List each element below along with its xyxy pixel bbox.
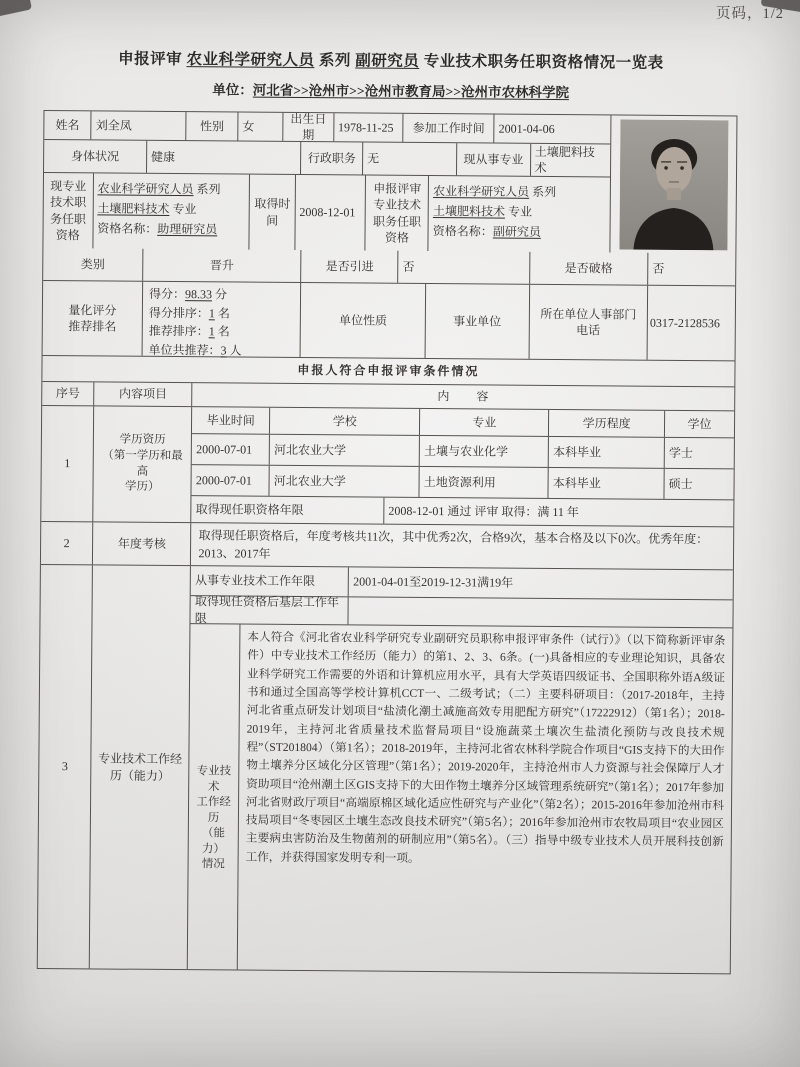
apply-major: 土壤肥料技术 [432, 203, 506, 219]
page-number: 页码，1/2 [715, 6, 784, 22]
item1-content [191, 407, 735, 526]
form-sheet [37, 46, 738, 974]
work-date-label: 参加工作时间 [402, 114, 493, 143]
experience-sub-label: 专业技术 工作经历 （能力） 情况 [196, 765, 232, 871]
qual-years-label: 取得现任职资格年限 [195, 502, 304, 517]
title-series-underlined: 农业科学研究人员 [186, 51, 315, 70]
current-name-prefix: 资格名称： [97, 221, 158, 236]
name-value: 刘全凤 [91, 111, 186, 140]
top-band [43, 111, 736, 253]
unit-type-value: 事业单位 [425, 284, 529, 359]
edu-col-degree: 学位 [664, 411, 734, 438]
grassroots-years-row [191, 595, 733, 627]
edu-degree: 硕士 [664, 469, 734, 500]
current-qual-name: 助理研究员 [157, 221, 218, 236]
edu-col-level: 学历程度 [548, 410, 664, 437]
profession-label: 现从事专业 [456, 143, 530, 176]
apply-qual-label: 申报评审专业技术职务任职资格 [365, 176, 428, 251]
score-line: 得分排序：1 名 [148, 305, 230, 321]
title-mid: 系列 [314, 52, 356, 70]
row-basic-2 [44, 139, 610, 176]
row-score [43, 280, 736, 360]
item2-text: 取得现任职资格后，年度考核共11次，其中优秀2次，合格9次，基本合格及以下0次。优秀年度：2013、2017年 [190, 523, 733, 569]
item2-row [41, 521, 733, 569]
score-values [142, 282, 301, 357]
edu-school: 河北农业大学 [269, 435, 419, 466]
portrait-photo [619, 119, 728, 250]
item3-no: 3 [61, 759, 68, 774]
current-major-suffix: 专业 [169, 201, 197, 216]
current-series: 农业科学研究人员 [97, 181, 194, 197]
category-label: 类别 [80, 257, 105, 272]
score-line: 推荐排序：1 名 [148, 324, 230, 339]
grassroots-years-value [348, 597, 733, 627]
obtain-time-label: 取得时间 [249, 175, 295, 250]
edu-col-major: 专业 [419, 409, 548, 436]
category-value: 晋升 [142, 249, 301, 282]
form-title [44, 46, 738, 73]
item2-label: 年度考核 [92, 522, 191, 565]
admin-post-value: 无 [362, 143, 456, 176]
hr-phone-label: 所在单位人事部门电话 [528, 285, 647, 360]
apply-qual-name: 副研究员 [492, 224, 541, 239]
section-header-row [42, 355, 734, 386]
edu-data-row [192, 464, 734, 499]
exception-value: 否 [647, 253, 735, 286]
form-table [37, 110, 738, 974]
apply-qual-detail [428, 176, 610, 252]
apply-major-suffix: 专业 [504, 204, 533, 219]
introduced-label: 是否引进 [301, 250, 398, 283]
title-rank-underlined: 副研究员 [355, 52, 420, 70]
unit-value-underlined: 河北省>>沧州市>>沧州市教育局>>沧州市农林科学院 [252, 82, 570, 101]
col-no: 序号 [55, 386, 80, 401]
section-header: 申报人符合申报评审条件情况 [297, 363, 480, 379]
item1-label: 学历资历 （第一学历和最高 学历） [92, 406, 191, 522]
edu-data-row [192, 433, 734, 468]
title-prefix: 申报评审 [118, 50, 187, 69]
hr-phone-value: 0317-2128536 [647, 286, 735, 361]
edu-major: 土地资源利用 [419, 467, 548, 498]
qual-years-value: 2008-12-01 通过 评审 取得：满 11 年 [383, 498, 733, 527]
edu-years-row [192, 495, 734, 526]
item3-label: 专业技术工作经历（能力） [89, 565, 190, 969]
unit-type-label: 单位性质 [300, 283, 425, 358]
title-suffix: 专业技术职务任职资格情况一览表 [419, 52, 664, 72]
edu-level: 本科毕业 [548, 468, 664, 499]
item3-content [187, 566, 733, 973]
current-major: 土壤肥料技术 [97, 201, 170, 216]
col-content: 内 容 [192, 383, 735, 410]
edu-date: 2000-07-01 [196, 442, 253, 457]
profession-value: 土壤肥料技术 [530, 144, 611, 177]
edu-degree: 学士 [664, 438, 734, 469]
photo-corner-shadow-left [0, 0, 32, 18]
work-years-value: 2001-04-01至2019-12-31满19年 [348, 567, 733, 599]
row-basic-1 [44, 111, 610, 143]
item1-no: 1 [64, 456, 71, 471]
score-line: 得分：98.33 分 [148, 286, 228, 302]
item2-no: 2 [63, 536, 70, 551]
apply-series-suffix: 系列 [529, 184, 557, 200]
score-line: 单位共推荐：3 人 [148, 342, 242, 358]
edu-school: 河北农业大学 [269, 466, 419, 497]
edu-col-date: 毕业时间 [206, 413, 255, 428]
gender-value: 女 [237, 113, 282, 141]
edu-date: 2000-07-01 [195, 473, 252, 488]
work-date-value: 2001-04-06 [494, 115, 611, 144]
row-qualification [43, 172, 610, 252]
item3-row [38, 564, 733, 973]
edu-col-school: 学校 [269, 408, 419, 435]
experience-detail-row [188, 623, 732, 973]
current-qual-detail [92, 173, 249, 249]
top-band-left [43, 111, 610, 252]
apply-series: 农业科学研究人员 [433, 184, 530, 199]
exception-label: 是否破格 [529, 252, 648, 285]
current-series-suffix: 系列 [193, 182, 221, 197]
admin-post-label: 行政职务 [300, 142, 362, 174]
work-years-label: 从事专业技术工作年限 [195, 573, 316, 589]
obtain-time-value: 2008-12-01 [294, 175, 365, 251]
row-category [43, 248, 735, 285]
name-label: 姓名 [55, 117, 80, 133]
unit-label: 单位： [212, 82, 253, 98]
grassroots-years-label: 取得现任资格后基层工作年限 [194, 594, 339, 625]
health-label: 身体状况 [71, 149, 120, 164]
unit-line [44, 77, 738, 102]
edu-level: 本科毕业 [548, 437, 664, 468]
item1-row [41, 405, 734, 526]
edu-major: 土壤与农业化学 [419, 436, 548, 467]
apply-name-prefix: 资格名称： [432, 223, 493, 239]
gender-label: 性别 [186, 112, 238, 140]
health-value: 健康 [146, 141, 301, 174]
introduced-value: 否 [397, 251, 529, 284]
birth-value: 1978-11-25 [333, 113, 403, 142]
current-qual-label: 现专业技术职务任职资格 [49, 179, 87, 242]
birth-label: 出生日期 [283, 113, 334, 141]
col-item: 内容项目 [93, 382, 191, 406]
experience-text: 本人符合《河北省农业科学研究专业副研究员职称申报评审条件（试行）》（以下简称新评审条件）中专业技术工作经历（能力）的第1、2、3、6条。(一)具备相应的专业理论知识，具备农业科学研究工作需要的外语和计算机应用水平，具有大学英语四级证书、全国职称外语A级证书和通过全国高等学校计算机CCT一、二级考试；（二）主要科研项目：（2017-2018年，主持河北省重点研发计划项目“盐渍化潮土减施高效专用肥配方研究”（17222912）（第1名）；2018-2019年，主持河北省质量技术监督局项目“设施蔬菜土壤次生盐渍化预防与改良技术规程”（ST201804）（第1名）；2018-2019年，主持河北省农林科学院合作项目“GIS支持下的大田作物土壤养分区域化分区管理”（第1名）；2019-2020年，主持沧州市人力资源与社会保障厅人才资助项目“沧州潮土区GIS支持下的大田作物土壤养分区域管理系统研究”（第1名）；2017年参加河北省财政厅项目“高端原棉区域化适应性研究与产业化”（第2名）；2015-2016年参加沧州市科技局项目“冬枣园区土壤生态改良技术研究”（第5名）；2016年参加沧州市农牧局项目“农业园区主要病虫害防治及生物菌剂的研制应用”（第5名）。（三）指导中级专业技术人员开展科技创新工作，并获得国家发明专利一项。 [237, 625, 733, 974]
photo-cell [609, 115, 736, 253]
score-label: 量化评分 推荐排名 [68, 303, 117, 334]
